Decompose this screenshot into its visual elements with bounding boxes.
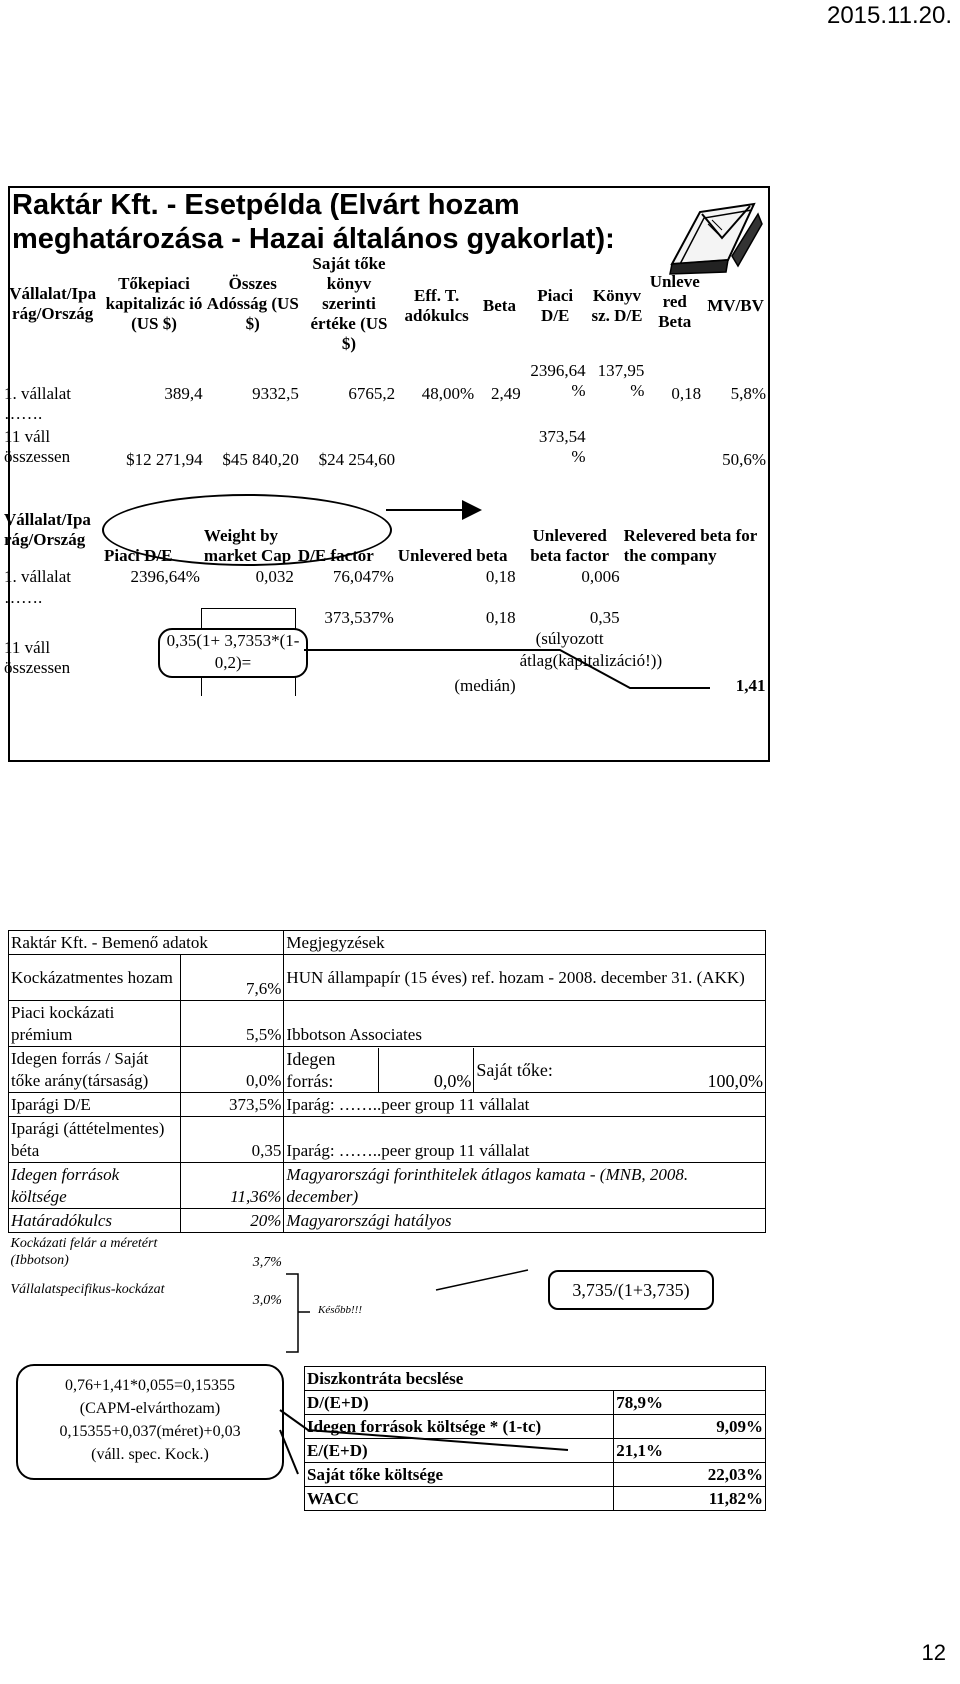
discount-label: Idegen források költsége * (1-tc) <box>305 1415 614 1439</box>
input-value: 7,6% <box>181 955 284 1001</box>
discount-value: 11,82% <box>614 1487 766 1511</box>
ratio-label: Idegen forrás: <box>284 1048 379 1092</box>
input-value: 11,36% <box>181 1163 284 1209</box>
page-number: 12 <box>921 1640 946 1665</box>
input-label: Kockázati felár a méretért (Ibbotson) <box>10 1235 158 1268</box>
input-value: 3,0% <box>252 1292 282 1308</box>
discount-value: 21,1% <box>614 1439 766 1463</box>
discount-label: E/(E+D) <box>305 1439 614 1463</box>
table-cell: 389,4 <box>164 384 203 403</box>
table-cell: 76,047% <box>332 567 394 586</box>
table-cell: 9332,5 <box>252 384 299 403</box>
col-header: Vállalat/Ipa rág/Ország <box>4 510 91 549</box>
col-header: Unleve red Beta <box>649 272 700 331</box>
table-cell: 0,35 <box>589 608 620 627</box>
slide-inputs <box>8 930 766 1508</box>
table-cell: 0,18 <box>485 608 516 627</box>
capm-line: (váll. spec. Kock.) <box>91 1446 209 1463</box>
formula-callout: 0,35(1+ 3,7353*(1-0,2)= <box>158 628 308 678</box>
col-header: Weight by market Cap <box>203 526 292 565</box>
col-header: Könyv sz. D/E <box>591 286 643 325</box>
discount-value: 22,03% <box>614 1463 766 1487</box>
ratio-value: 100,0% <box>707 1070 763 1091</box>
table-cell: 1. vállalat <box>4 384 72 403</box>
table-cell: 0,032 <box>255 567 294 586</box>
table-cell: 137,95 % <box>597 361 645 400</box>
input-label: Kockázatmentes hozam <box>9 955 181 1001</box>
table-cell: 0,18 <box>671 384 702 403</box>
table-cell: 5,8% <box>730 384 766 403</box>
table-cell: 373,537% <box>324 608 394 627</box>
table-cell: 1. vállalat <box>4 567 72 586</box>
col-header: Beta <box>482 296 516 315</box>
later-note: Később!!! <box>318 1304 362 1316</box>
col-header: Piaci D/E <box>103 546 173 565</box>
input-label: Iparági D/E <box>9 1093 181 1117</box>
table-cell: 2396,64% <box>130 567 200 586</box>
table-cell: 6765,2 <box>348 384 396 403</box>
input-value: 373,5% <box>181 1093 284 1117</box>
capm-line: 0,15355+0,037(méret)+0,03 <box>59 1423 241 1440</box>
size-callout: 3,735/(1+3,735) <box>548 1270 714 1310</box>
capm-connector <box>8 930 766 1500</box>
notes-title: Megjegyzések <box>284 931 766 955</box>
input-value: 0,0% <box>181 1047 284 1093</box>
table-cell: 0,006 <box>581 567 620 586</box>
input-note: Iparág: ……..peer group 11 vállalat <box>284 1093 766 1117</box>
col-header: D/E factor <box>297 546 374 565</box>
input-label: Határadókulcs <box>9 1209 181 1233</box>
input-label: Piaci kockázati prémium <box>9 1001 181 1047</box>
table-cell: 48,00% <box>421 384 475 403</box>
table-cell: ……. <box>4 588 43 607</box>
col-header: Unlevered beta factor <box>530 526 610 565</box>
table-cell: $45 840,20 <box>222 450 299 469</box>
col-header: MV/BV <box>707 296 764 315</box>
input-value: 20% <box>181 1209 284 1233</box>
capm-line: (CAPM-elvárthozam) <box>79 1400 221 1417</box>
input-label: Iparági (áttételmentes) béta <box>9 1117 181 1163</box>
table-cell: $12 271,94 <box>126 450 203 469</box>
discount-label: WACC <box>305 1487 614 1511</box>
input-value: 3,7% <box>252 1254 282 1270</box>
input-note: HUN állampapír (15 éves) ref. hozam - 2008. december 31. (AKK) <box>284 955 766 1001</box>
table-cell: 0,18 <box>485 567 516 586</box>
input-label: Idegen forrás / Saját tőke arány(társaság) <box>9 1047 181 1093</box>
capm-line: 0,76+1,41*0,055=0,15355 <box>64 1377 236 1394</box>
table-cell: 2,49 <box>491 384 521 403</box>
table-cell: 11 váll összessen <box>4 427 71 466</box>
ratio-value: 0,0% <box>379 1048 474 1092</box>
discount-label: Saját tőke költsége <box>305 1463 614 1487</box>
input-label: Idegen források költsége <box>9 1163 181 1209</box>
col-header: Összes Adósság (US $) <box>206 274 299 333</box>
table-cell: $24 254,60 <box>318 450 396 469</box>
input-value: 5,5% <box>181 1001 284 1047</box>
inputs-title: Raktár Kft. - Bemenő adatok <box>9 931 284 955</box>
input-label: Vállalatspecifikus-kockázat <box>10 1282 165 1297</box>
discount-value: 9,09% <box>614 1415 766 1439</box>
col-header: Unlevered beta <box>397 546 508 565</box>
table-cell: ……. <box>4 404 43 423</box>
header-date: 2015.11.20. <box>826 2 952 29</box>
relevered-beta-value: 1,41 <box>735 676 766 695</box>
discount-value: 78,9% <box>614 1391 766 1415</box>
table-cell: 11 váll összessen <box>4 638 71 677</box>
col-header: Saját tőke könyv szerinti értéke (US $) <box>310 254 388 353</box>
slide-title: Raktár Kft. - Esetpélda (Elvárt hozam meghatározása - Hazai általános gyakorlat): <box>12 189 615 255</box>
col-header: Tőkepiaci kapitalizác ió (US $) <box>105 274 203 333</box>
discount-label: D/(E+D) <box>305 1391 614 1415</box>
col-header: Piaci D/E <box>537 286 574 325</box>
input-note: Magyarországi hatályos <box>284 1209 766 1233</box>
input-value: 0,35 <box>181 1117 284 1163</box>
col-header: Vállalat/Ipa rág/Ország <box>9 284 97 323</box>
weighted-note: (súlyozott átlag(kapitalizáció!)) <box>519 629 663 670</box>
input-note: Ibbotson Associates <box>284 1001 766 1047</box>
callout-connector <box>10 188 768 760</box>
ratio-label: Saját tőke: <box>476 1059 553 1080</box>
col-header: Eff. T. adókulcs <box>404 286 469 325</box>
input-note: Magyarországi forinthitelek átlagos kamata - (MNB, 2008. december) <box>284 1163 766 1209</box>
slide-case-study <box>4 186 770 762</box>
discount-title: Diszkontráta becslése <box>305 1367 766 1391</box>
table-cell: 373,54 % <box>538 427 586 466</box>
table-cell: 50,6% <box>722 450 766 469</box>
table-cell: 2396,64 % <box>530 361 586 400</box>
median-note: (medián) <box>454 676 516 695</box>
col-header: Relevered beta for the company <box>623 526 758 565</box>
input-note: Iparág: ……..peer group 11 vállalat <box>284 1117 766 1163</box>
